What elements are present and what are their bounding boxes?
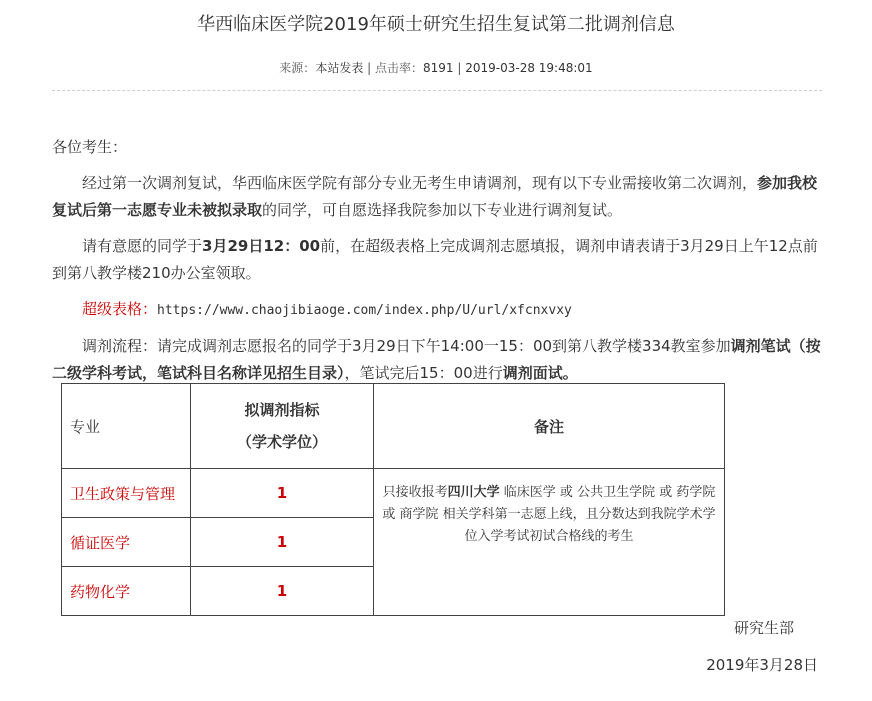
process-emphasis-exam: 调剂笔试（按二级学科考试，笔试科目名称详见招生目录） — [52, 337, 821, 382]
article-body — [52, 134, 822, 387]
meta-separator: | — [363, 61, 375, 75]
header-quota-line2: （学术学位） — [236, 433, 327, 451]
table-header-row — [62, 384, 725, 469]
header-divider — [52, 90, 822, 91]
row-quota: 1 — [191, 469, 374, 518]
deadline-text: 请有意愿的同学于 — [82, 237, 203, 255]
article-meta — [0, 59, 872, 76]
intro-text-end: 的同学，可自愿选择我院参加以下专业进行调剂复试。 — [262, 201, 623, 219]
header-quota-line1: 拟调剂指标 — [244, 401, 320, 419]
signature-date: 2019年3月28日 — [706, 656, 818, 674]
remark-text-end: 临床医学 或 公共卫生学院 或 药学院 或 商学院 相关学科第一志愿上线，且分数达到我院学术学位入学考试初试合格线的考生 — [382, 485, 716, 544]
intro-emphasis: 参加我校复试后第一志愿专业未被拟录取 — [52, 174, 818, 219]
publish-datetime: 2019-03-28 19:48:01 — [465, 61, 593, 75]
header-quota — [191, 384, 374, 469]
row-quota: 1 — [191, 567, 374, 616]
adjustment-table — [61, 383, 725, 616]
process-emphasis-interview: 调剂面试。 — [502, 364, 578, 382]
paragraph-intro — [52, 170, 822, 224]
row-major: 药物化学 — [62, 567, 191, 616]
form-link-url[interactable]: https://www.chaojibiaoge.com/index.php/U/url/xfcnxvxy — [157, 303, 572, 318]
deadline-emphasis: 3月29日12：00 — [202, 237, 321, 255]
process-text: 调剂流程：请完成调剂志愿报名的同学于3月29日下午14:00一15：00到第八教学楼334教室参加 — [82, 337, 731, 355]
header-remarks: 备注 — [374, 384, 725, 469]
process-text-mid: ，笔试完后15：00进行 — [344, 364, 503, 382]
row-major: 卫生政策与管理 — [62, 469, 191, 518]
signature: 研究生部 — [733, 619, 794, 637]
table-row — [62, 469, 725, 518]
remark-text: 只接收报考 — [382, 485, 448, 500]
intro-text: 经过第一次调剂复试，华西临床医学院有部分专业无考生申请调剂，现有以下专业需接收第二次调剂， — [82, 174, 758, 192]
greeting: 各位考生： — [52, 138, 128, 156]
header-major: 专业 — [62, 384, 191, 469]
paragraph-deadline — [52, 233, 822, 287]
paragraph-process — [52, 333, 822, 387]
paragraph-link — [52, 296, 822, 324]
row-quota: 1 — [191, 518, 374, 567]
source-label: 来源： — [279, 61, 316, 75]
remark-emphasis: 四川大学 — [447, 485, 500, 500]
article-title: 华西临床医学院2019年硕士研究生招生复试第二批调剂信息 — [197, 14, 675, 35]
remarks-cell — [374, 469, 725, 616]
clicks-count: 8191 — [423, 61, 454, 75]
clicks-label: 点击率： — [375, 61, 424, 75]
meta-separator: | — [453, 61, 466, 75]
deadline-text-end: 前，在超级表格上完成调剂志愿填报，调剂申请表请于3月29日上午12点前到第八教学楼210办公室领取。 — [52, 237, 818, 282]
source-value: 本站发表 — [315, 61, 364, 75]
form-link-label[interactable]: 超级表格 — [82, 300, 143, 318]
form-link-colon: ： — [142, 300, 158, 318]
row-major: 循证医学 — [62, 518, 191, 567]
